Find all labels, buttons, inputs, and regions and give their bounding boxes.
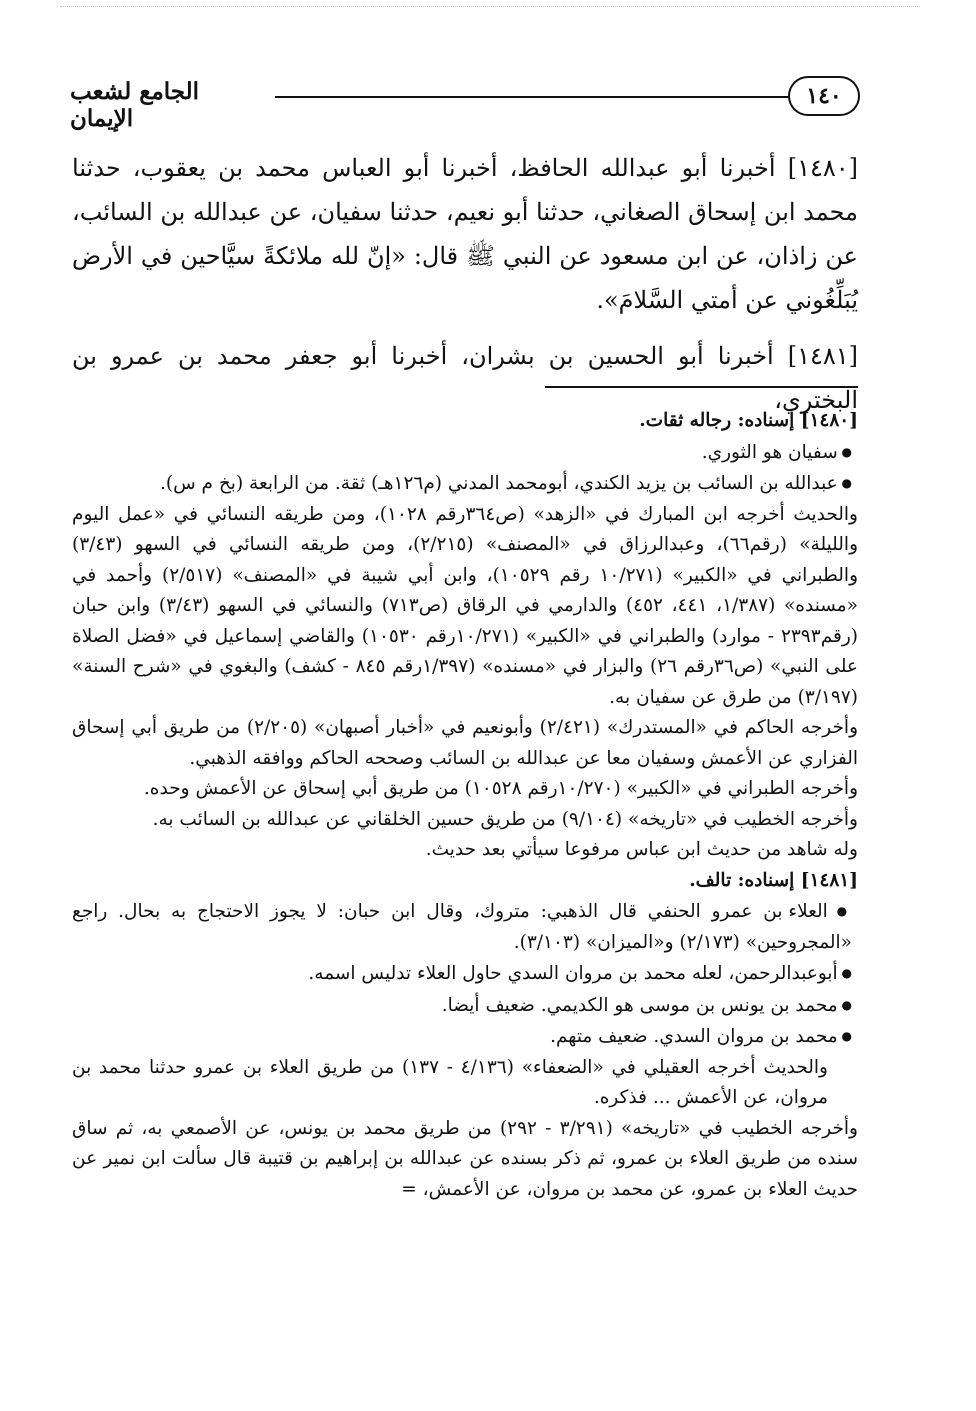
footnote-1480-bullet-2: ● عبدالله بن السائب بن يزيد الكندي، أبومحمد المدني (م١٢٦هـ) ثقة. من الرابعة (بخ م س). bbox=[72, 468, 858, 500]
footnote-divider bbox=[545, 386, 858, 388]
footnote-1480-text-4: وأخرجه الخطيب في «تاريخه» (٩/١٠٤) من طريق حسين الخلقاني عن عبدالله بن السائب به. bbox=[152, 808, 858, 830]
footnote-1480-bullet-1: ● سفيان هو الثوري. bbox=[72, 437, 858, 469]
footnote-1481-bullet-1: ● العلاء بن عمرو الحنفي قال الذهبي: متروك، وقال ابن حبان: لا يجوز الاحتجاج به بحال. راجع «المجروحين» (٢/١٧٣) و«الميزان» (٣/١٠٣). bbox=[72, 896, 858, 958]
footnote-1480-label: [١٤٨٠] إسناده: رجاله ثقات. bbox=[639, 410, 858, 431]
book-title: الجامع لشعب الإيمان bbox=[70, 78, 200, 132]
footnote-1481-bullet-3: ● محمد بن يونس بن موسى هو الكديمي. ضعيف أيضا. bbox=[72, 990, 858, 1022]
page-header bbox=[70, 70, 860, 130]
footnote-1481-text-1: والحديث أخرجه العقيلي في «الضعفاء» (٤/١٣٦ - ١٣٧) من طريق العلاء بن عمرو حدثنا محمد بن مروان، عن الأعمش ... فذكره. bbox=[72, 1056, 828, 1108]
footnote-1481-bullet-2: ● أبوعبدالرحمن، لعله محمد بن مروان السدي حاول العلاء تدليس اسمه. bbox=[72, 958, 858, 990]
footnote-1481-text-2: وأخرجه الخطيب في «تاريخه» (٣/٢٩١ - ٢٩٢) من طريق محمد بن يونس، عن الأصمعي به، ثم ساق سنده من طريق العلاء بن عمرو، ثم ذكر بسنده عن عبدالله بن إبراهيم بن قتيبة قال سألت ابن نمير عن حديث العلاء بن عمرو، عن محمد بن مروان، عن الأعمش، = bbox=[72, 1117, 858, 1200]
footnote-1481-bullet-4: ● محمد بن مروان السدي. ضعيف متهم. bbox=[72, 1021, 858, 1053]
main-text bbox=[72, 146, 858, 434]
footnote-1480-text-2: وأخرجه الحاكم في «المستدرك» (٢/٤٢١) وأبونعيم في «أخبار أصبهان» (٢/٢٠٥) من طريق أبي إسحاق الفزاري عن الأعمش وسفيان معا عن عبدالله بن السائب وصححه الحاكم ووافقه الذهبي. bbox=[72, 717, 859, 769]
footnote-1481-label: [١٤٨١] إسناده: تالف. bbox=[689, 869, 858, 891]
footnote-1480-text-3: وأخرجه الطبراني في «الكبير» (١٠/٢٧٠رقم ١٠٥٢٨) من طريق أبي إسحاق عن الأعمش وحده. bbox=[143, 778, 858, 799]
header-rule bbox=[275, 96, 790, 98]
hadith-1481: [١٤٨١] أخبرنا أبو الحسين بن بشران، أخبرنا أبو جعفر محمد بن عمرو بن البختري، bbox=[72, 342, 858, 414]
scan-edge-line bbox=[60, 6, 920, 7]
page-number: ١٤٠ bbox=[788, 76, 860, 116]
footnote-1480-text-5: وله شاهد من حديث ابن عباس مرفوعا سيأتي بعد حديث. bbox=[425, 839, 858, 860]
footnotes bbox=[72, 406, 858, 1205]
footnote-1480-text-1: والحديث أخرجه ابن المبارك في «الزهد» (ص٣٦٤رقم ١٠٢٨)، ومن طريقه النسائي في «عمل اليوم والليلة» (رقم٦٦)، وعبدالرزاق في «المصنف» (٢/٢١٥)، ومن طريقه النسائي في السهو (٣/٤٣) والطبراني في «الكبير» (١٠/٢٧١ رقم ١٠٥٢٩)، وابن أبي شيبة في «المصنف» (٢/٥١٧) وأحمد في «مسنده» (١/٣٨٧، ٤٤١، ٤٥٢) والدارمي في الرقاق (ص٧١٣) والنسائي في السهو (٣/٤٣) وابن حبان (رقم٢٣٩٣ - موارد) والطبراني في «الكبير» (١٠/٢٧١رقم ١٠٥٣٠) والقاضي إسماعيل في «فضل الصلاة على النبي» (ص٣٦رقم ٢٦) والبزار في «مسنده» (١/٣٩٧رقم ٨٤٥ - كشف) والبغوي في «شرح السنة» (٣/١٩٧) من طرق عن سفيان به. bbox=[72, 503, 859, 708]
hadith-1480: [١٤٨٠] أخبرنا أبو عبدالله الحافظ، أخبرنا أبو العباس محمد بن يعقوب، حدثنا محمد ابن إسحاق الصغاني، حدثنا أبو نعيم، حدثنا سفيان، عن عبدالله بن السائب، عن زاذان، عن ابن مسعود عن النبي ﷺ قال: «إنّ لله ملائكةً سيَّاحين في الأرض يُبَلِّغُوني عن أمتي السَّلامَ». bbox=[72, 154, 858, 314]
